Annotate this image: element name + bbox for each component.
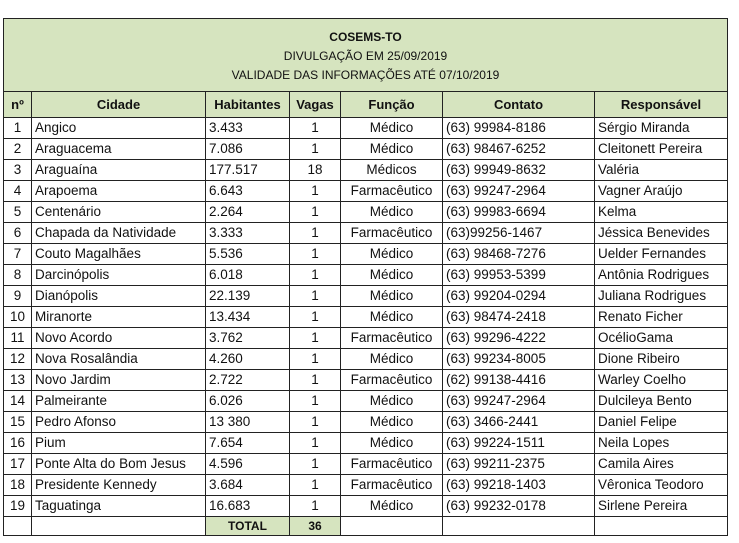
city-cell: Presidente Kennedy xyxy=(32,475,206,496)
vacancies-cell: 1 xyxy=(290,454,341,475)
responsible-cell: Cleitonett Pereira xyxy=(595,139,728,160)
table-row xyxy=(4,181,728,202)
banner-validity-date: VALIDADE DAS INFORMAÇÕES ATÉ 07/10/2019 xyxy=(231,67,500,82)
role-cell: Médicos xyxy=(341,160,443,181)
vacancies-cell: 1 xyxy=(290,244,341,265)
banner-title: COSEMS-TO xyxy=(329,29,402,44)
role-cell: Médico xyxy=(341,496,443,517)
vacancies-cell: 1 xyxy=(290,118,341,139)
row-number: 8 xyxy=(4,265,32,286)
inhabitants-cell: 3.333 xyxy=(206,223,290,244)
vacancies-cell: 1 xyxy=(290,496,341,517)
row-number: 1 xyxy=(4,118,32,139)
contact-cell: (63) 98474-2418 xyxy=(443,307,595,328)
inhabitants-cell: 3.433 xyxy=(206,118,290,139)
vacancies-table xyxy=(3,18,728,536)
table-row xyxy=(4,223,728,244)
row-number: 11 xyxy=(4,328,32,349)
inhabitants-cell: 5.536 xyxy=(206,244,290,265)
inhabitants-cell: 7.086 xyxy=(206,139,290,160)
responsible-cell: Vêronica Teodoro xyxy=(595,475,728,496)
inhabitants-cell: 22.139 xyxy=(206,286,290,307)
row-number: 13 xyxy=(4,370,32,391)
responsible-cell: OcélioGama xyxy=(595,328,728,349)
table-row xyxy=(4,328,728,349)
vacancies-cell: 1 xyxy=(290,307,341,328)
responsible-cell: Warley Coelho xyxy=(595,370,728,391)
total-blank-cell xyxy=(595,517,728,536)
col-header-number: nº xyxy=(4,92,32,118)
table-row xyxy=(4,454,728,475)
row-number: 16 xyxy=(4,433,32,454)
col-header-contact: Contato xyxy=(443,92,595,118)
responsible-cell: Daniel Felipe xyxy=(595,412,728,433)
role-cell: Médico xyxy=(341,244,443,265)
total-label: TOTAL xyxy=(206,517,290,536)
inhabitants-cell: 177.517 xyxy=(206,160,290,181)
table-row xyxy=(4,244,728,265)
city-cell: Darcinópolis xyxy=(32,265,206,286)
city-cell: Novo Jardim xyxy=(32,370,206,391)
inhabitants-cell: 13.434 xyxy=(206,307,290,328)
responsible-cell: Sérgio Miranda xyxy=(595,118,728,139)
contact-cell: (63) 99296-4222 xyxy=(443,328,595,349)
vacancies-cell: 1 xyxy=(290,328,341,349)
contact-cell: (63) 98467-6252 xyxy=(443,139,595,160)
responsible-cell: Valéria xyxy=(595,160,728,181)
column-header-row xyxy=(4,92,728,118)
contact-cell: (63) 3466-2441 xyxy=(443,412,595,433)
role-cell: Médico xyxy=(341,433,443,454)
row-number: 19 xyxy=(4,496,32,517)
inhabitants-cell: 2.264 xyxy=(206,202,290,223)
total-blank-cell xyxy=(443,517,595,536)
contact-cell: (63) 99247-2964 xyxy=(443,181,595,202)
row-number: 2 xyxy=(4,139,32,160)
row-number: 5 xyxy=(4,202,32,223)
city-cell: Araguaína xyxy=(32,160,206,181)
table-body xyxy=(4,118,728,517)
role-cell: Farmacêutico xyxy=(341,454,443,475)
vacancies-cell: 1 xyxy=(290,202,341,223)
table-row xyxy=(4,475,728,496)
vacancies-cell: 1 xyxy=(290,223,341,244)
col-header-role: Função xyxy=(341,92,443,118)
table-row xyxy=(4,433,728,454)
inhabitants-cell: 3.684 xyxy=(206,475,290,496)
inhabitants-cell: 4.596 xyxy=(206,454,290,475)
contact-cell: (63) 98468-7276 xyxy=(443,244,595,265)
vacancies-cell: 1 xyxy=(290,286,341,307)
contact-cell: (63) 99949-8632 xyxy=(443,160,595,181)
table-row xyxy=(4,202,728,223)
responsible-cell: Uelder Fernandes xyxy=(595,244,728,265)
role-cell: Farmacêutico xyxy=(341,328,443,349)
vacancies-cell: 1 xyxy=(290,475,341,496)
city-cell: Palmeirante xyxy=(32,391,206,412)
city-cell: Araguacema xyxy=(32,139,206,160)
contact-cell: (63) 99234-8005 xyxy=(443,349,595,370)
city-cell: Taguatinga xyxy=(32,496,206,517)
inhabitants-cell: 16.683 xyxy=(206,496,290,517)
contact-cell: (63)99256-1467 xyxy=(443,223,595,244)
vacancies-cell: 1 xyxy=(290,370,341,391)
city-cell: Pium xyxy=(32,433,206,454)
row-number: 9 xyxy=(4,286,32,307)
role-cell: Médico xyxy=(341,265,443,286)
total-blank-cell xyxy=(32,517,206,536)
vacancies-cell: 1 xyxy=(290,181,341,202)
inhabitants-cell: 3.762 xyxy=(206,328,290,349)
city-cell: Couto Magalhães xyxy=(32,244,206,265)
contact-cell: (63) 99211-2375 xyxy=(443,454,595,475)
contact-cell: (62) 99138-4416 xyxy=(443,370,595,391)
city-cell: Pedro Afonso xyxy=(32,412,206,433)
vacancies-cell: 1 xyxy=(290,349,341,370)
total-value: 36 xyxy=(290,517,341,536)
row-number: 17 xyxy=(4,454,32,475)
row-number: 10 xyxy=(4,307,32,328)
city-cell: Miranorte xyxy=(32,307,206,328)
table-row xyxy=(4,139,728,160)
city-cell: Centenário xyxy=(32,202,206,223)
col-header-vacancies: Vagas xyxy=(290,92,341,118)
city-cell: Dianópolis xyxy=(32,286,206,307)
inhabitants-cell: 6.018 xyxy=(206,265,290,286)
role-cell: Farmacêutico xyxy=(341,181,443,202)
table-row xyxy=(4,412,728,433)
row-number: 14 xyxy=(4,391,32,412)
table-row xyxy=(4,118,728,139)
role-cell: Médico xyxy=(341,202,443,223)
responsible-cell: Jéssica Benevides xyxy=(595,223,728,244)
role-cell: Médico xyxy=(341,139,443,160)
row-number: 12 xyxy=(4,349,32,370)
table-row xyxy=(4,160,728,181)
table-row xyxy=(4,496,728,517)
table-row xyxy=(4,349,728,370)
row-number: 7 xyxy=(4,244,32,265)
contact-cell: (63) 99218-1403 xyxy=(443,475,595,496)
role-cell: Farmacêutico xyxy=(341,223,443,244)
total-row xyxy=(4,517,728,536)
total-blank-cell xyxy=(4,517,32,536)
role-cell: Farmacêutico xyxy=(341,370,443,391)
city-cell: Ponte Alta do Bom Jesus xyxy=(32,454,206,475)
role-cell: Farmacêutico xyxy=(341,475,443,496)
responsible-cell: Dulcileya Bento xyxy=(595,391,728,412)
contact-cell: (63) 99224-1511 xyxy=(443,433,595,454)
row-number: 6 xyxy=(4,223,32,244)
role-cell: Médico xyxy=(341,286,443,307)
vacancies-cell: 1 xyxy=(290,391,341,412)
contact-cell: (63) 99984-8186 xyxy=(443,118,595,139)
vacancies-cell: 18 xyxy=(290,160,341,181)
vacancies-cell: 1 xyxy=(290,265,341,286)
responsible-cell: Dione Ribeiro xyxy=(595,349,728,370)
vacancies-cell: 1 xyxy=(290,139,341,160)
city-cell: Angico xyxy=(32,118,206,139)
row-number: 15 xyxy=(4,412,32,433)
inhabitants-cell: 13 380 xyxy=(206,412,290,433)
inhabitants-cell: 6.643 xyxy=(206,181,290,202)
table-row xyxy=(4,307,728,328)
city-cell: Arapoema xyxy=(32,181,206,202)
table-row xyxy=(4,265,728,286)
vacancies-cell: 1 xyxy=(290,412,341,433)
role-cell: Médico xyxy=(341,349,443,370)
role-cell: Médico xyxy=(341,118,443,139)
contact-cell: (63) 99953-5399 xyxy=(443,265,595,286)
contact-cell: (63) 99983-6694 xyxy=(443,202,595,223)
city-cell: Chapada da Natividade xyxy=(32,223,206,244)
responsible-cell: Sirlene Pereira xyxy=(595,496,728,517)
row-number: 3 xyxy=(4,160,32,181)
responsible-cell: Neila Lopes xyxy=(595,433,728,454)
inhabitants-cell: 4.260 xyxy=(206,349,290,370)
role-cell: Médico xyxy=(341,307,443,328)
table-row xyxy=(4,370,728,391)
role-cell: Médico xyxy=(341,412,443,433)
table-row xyxy=(4,391,728,412)
responsible-cell: Kelma xyxy=(595,202,728,223)
city-cell: Nova Rosalândia xyxy=(32,349,206,370)
col-header-city: Cidade xyxy=(32,92,206,118)
row-number: 4 xyxy=(4,181,32,202)
city-cell: Novo Acordo xyxy=(32,328,206,349)
col-header-responsible: Responsável xyxy=(595,92,728,118)
responsible-cell: Camila Aires xyxy=(595,454,728,475)
contact-cell: (63) 99232-0178 xyxy=(443,496,595,517)
inhabitants-cell: 7.654 xyxy=(206,433,290,454)
col-header-inhabitants: Habitantes xyxy=(206,92,290,118)
table-row xyxy=(4,286,728,307)
inhabitants-cell: 6.026 xyxy=(206,391,290,412)
role-cell: Médico xyxy=(341,391,443,412)
contact-cell: (63) 99247-2964 xyxy=(443,391,595,412)
responsible-cell: Vagner Araújo xyxy=(595,181,728,202)
contact-cell: (63) 99204-0294 xyxy=(443,286,595,307)
inhabitants-cell: 2.722 xyxy=(206,370,290,391)
responsible-cell: Juliana Rodrigues xyxy=(595,286,728,307)
responsible-cell: Renato Ficher xyxy=(595,307,728,328)
table-banner xyxy=(4,19,728,92)
row-number: 18 xyxy=(4,475,32,496)
responsible-cell: Antônia Rodrigues xyxy=(595,265,728,286)
vacancies-cell: 1 xyxy=(290,433,341,454)
banner-publication-date: DIVULGAÇÃO EM 25/09/2019 xyxy=(283,48,448,63)
total-blank-cell xyxy=(341,517,443,536)
